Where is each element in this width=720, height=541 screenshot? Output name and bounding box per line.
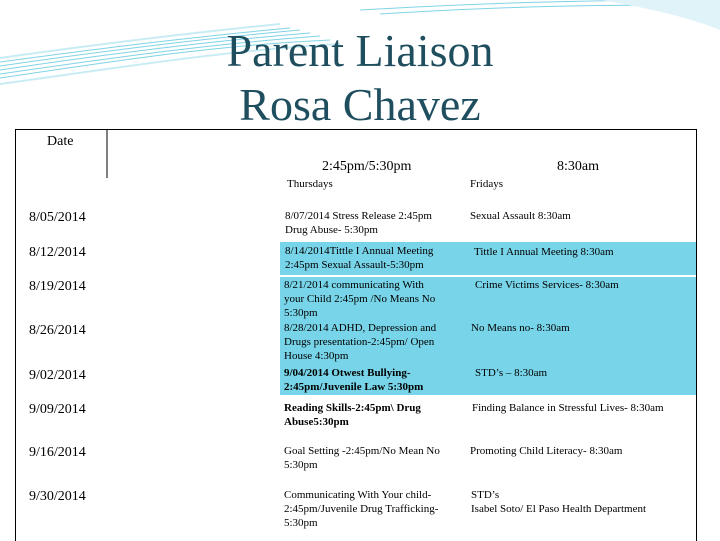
friday-event: Promoting Child Literacy- 8:30am [470, 445, 623, 457]
date-cell: 9/30/2014 [29, 489, 86, 504]
date-cell: 9/16/2014 [29, 445, 86, 460]
date-cell: 8/05/2014 [29, 210, 86, 225]
header-day-friday: Fridays [470, 178, 503, 190]
page-title: Parent Liaison [226, 25, 494, 76]
thursday-event: 8/21/2014 communicating With your Child 2:45pm /No Means No 5:30pm [284, 279, 436, 319]
thursday-event: 8/07/2014 Stress Release 2:45pm Drug Abuse- 5:30pm [285, 210, 432, 236]
thursday-event: 9/04/2014 Otwest Bullying- 2:45pm/Juvenile Law 5:30pm [284, 367, 424, 393]
friday-event: STD’s – 8:30am [475, 367, 548, 379]
header-day-thursday: Thursdays [287, 178, 333, 190]
thursday-event: Reading Skills-2:45pm\ Drug Abuse5:30pm [284, 402, 421, 428]
header-date: Date [47, 134, 74, 149]
friday-event: Tittle I Annual Meeting 8:30am [474, 246, 614, 258]
thursday-event: Communicating With Your child- 2:45pm/Juvenile Drug Trafficking- 5:30pm [284, 489, 439, 529]
date-cell: 9/02/2014 [29, 368, 86, 383]
friday-event: STD’s Isabel Soto/ El Paso Health Department [471, 489, 647, 515]
friday-event: Sexual Assault 8:30am [470, 210, 571, 222]
thursday-event: 8/28/2014 ADHD, Depression and Drugs presentation-2:45pm/ Open House 4:30pm [284, 322, 437, 362]
friday-event: Finding Balance in Stressful Lives- 8:30am [472, 402, 664, 414]
date-cell: 8/26/2014 [29, 323, 86, 338]
friday-event: No Means no- 8:30am [471, 322, 570, 334]
date-cell: 9/09/2014 [29, 402, 86, 417]
date-cell: 8/19/2014 [29, 279, 86, 294]
header-time-thursday: 2:45pm/5:30pm [322, 159, 412, 174]
schedule-table [15, 129, 697, 541]
date-cell: 8/12/2014 [29, 245, 86, 260]
header-time-friday: 8:30am [557, 159, 599, 174]
page-subtitle: Rosa Chavez [239, 79, 481, 130]
thursday-event: Goal Setting -2:45pm/No Mean No 5:30pm [284, 445, 440, 471]
friday-event: Crime Victims Services- 8:30am [475, 279, 619, 291]
thursday-event: 8/14/2014Tittle I Annual Meeting 2:45pm Sexual Assault-5:30pm [285, 245, 434, 271]
